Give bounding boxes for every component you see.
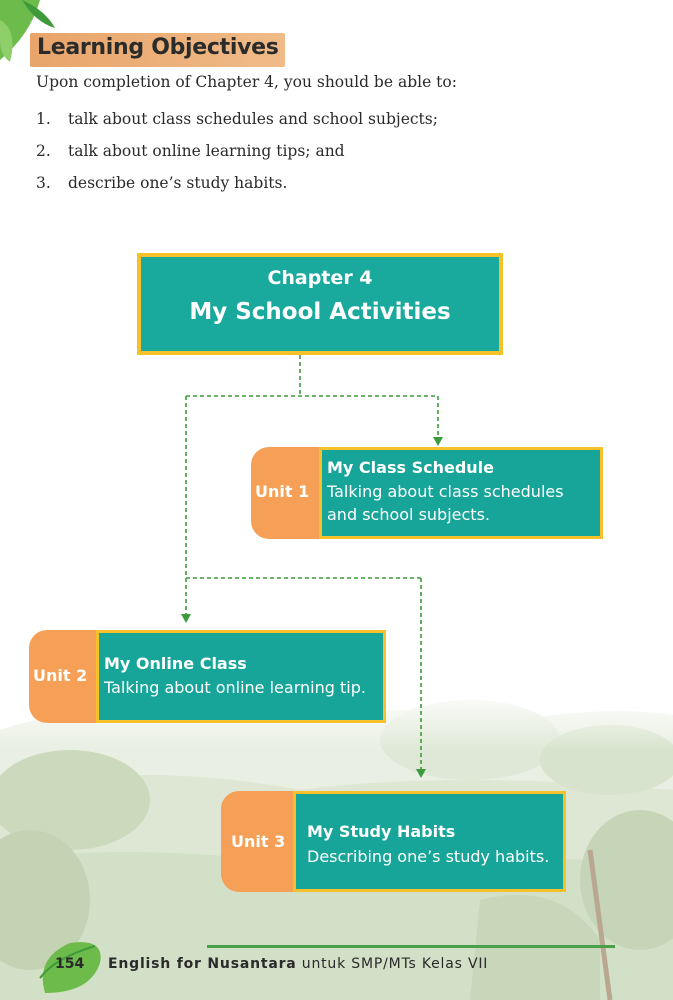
unit-body [293,791,566,892]
unit-title: My Online Class [104,654,247,673]
unit-description: Talking about online learning tip. [104,678,366,697]
unit-description: Talking about class schedules and school subjects. [327,482,564,524]
unit-label: Unit 1 [255,482,310,501]
unit-title: My Class Schedule [327,458,494,477]
unit-description: Describing one’s study habits. [307,847,550,866]
list-item-text: talk about class schedules and school subjects; [68,110,438,128]
book-title-main: English for Nusantara [108,956,297,972]
footer-divider [207,945,615,948]
arrowhead-unit3-icon [416,769,426,778]
chapter-label: Chapter 4 [267,267,373,289]
unit-title: My Study Habits [307,822,456,841]
list-item-text: describe one’s study habits. [68,174,288,192]
unit-label: Unit 2 [33,666,88,685]
unit-card-1 [251,447,603,539]
objectives-heading: Learning Objectives [37,35,279,60]
list-item-number: 2. [36,142,51,160]
page-number: 154 [55,956,85,972]
unit-label: Unit 3 [231,832,286,851]
objectives-intro: Upon completion of Chapter 4, you should be able to: [36,73,457,91]
book-title-rest: untuk SMP/MTs Kelas VII [296,956,489,972]
list-item-number: 1. [36,110,51,128]
arrowhead-unit2-icon [181,614,191,623]
unit-card-3 [221,791,566,892]
chapter-title: My School Activities [189,299,451,325]
unit-card-2 [29,630,386,723]
list-item-number: 3. [36,174,51,192]
chapter-box [137,253,503,355]
arrowhead-unit1-icon [433,437,443,446]
list-item-text: talk about online learning tips; and [68,142,345,160]
book-title [108,956,488,972]
